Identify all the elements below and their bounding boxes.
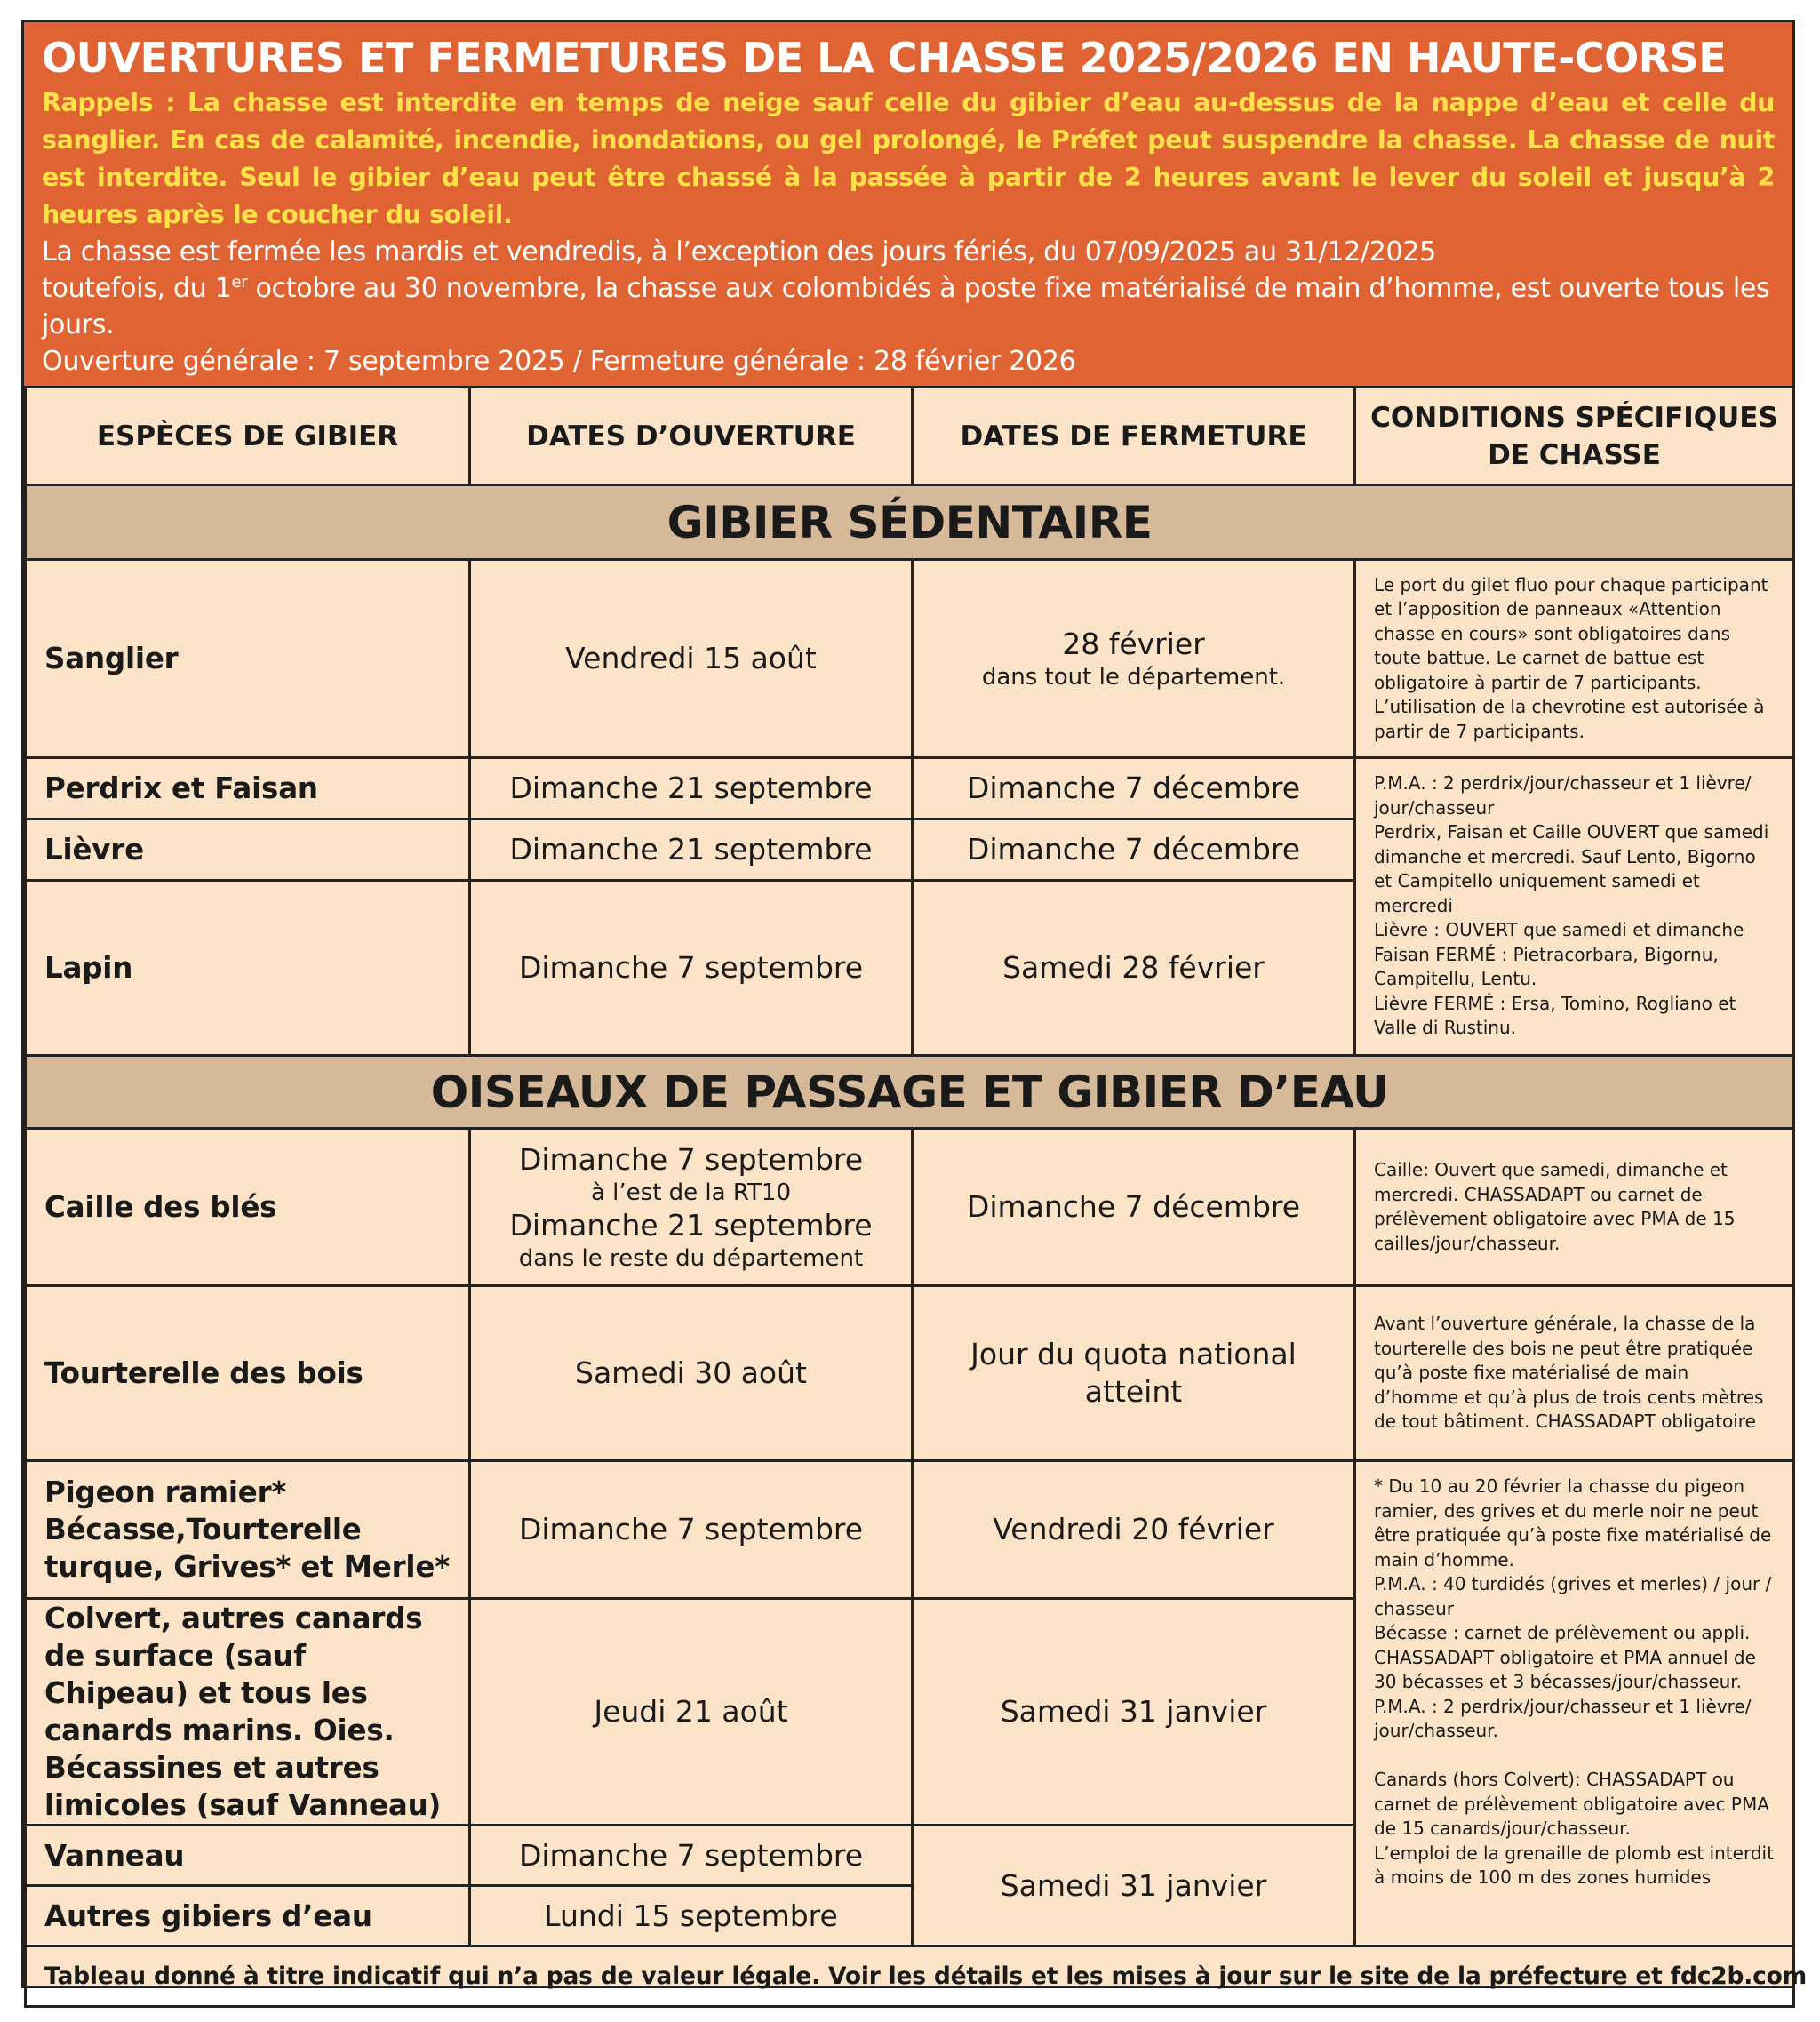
hunting-dates-table (24, 386, 1808, 2008)
footer-row (26, 1946, 1794, 2007)
closing-date-note: dans tout le département. (981, 664, 1286, 691)
opening-date: Dimanche 21 septembre (470, 819, 913, 881)
conditions-text: * Du 10 au 20 février la chasse du pigeon ramier, des grives et du merle noir ne peut être pratiquée qu’à poste fixe matérialisé de main d’homme. P.M.A. : 40 turdidés (grives et merles) / jour / chasseur Bécasse : carnet de prélèvement ou appli. CHASSADAPT obligatoire et PMA annuel de 30 bécasses et 3 bécasses/jour/chasseur. P.M.A. : 2 perdrix/jour/chasseur et 1 lièvre/ jour/chasseur. Canards (hors Colvert): CHASSADAPT ou carnet de prélèvement obligatoire avec PMA de 15 canards/jour/chasseur. L’emploi de la grenaille de plomb est interdit à moins de 100 m des zones humides (1355, 1461, 1794, 1946)
opening-date (470, 1129, 913, 1286)
opening-date: Jeudi 21 août (470, 1599, 913, 1826)
closing-date: Dimanche 7 décembre (913, 819, 1355, 881)
opening-date-rest: Dimanche 21 septembre (509, 1208, 873, 1243)
opening-date-east: Dimanche 7 septembre (518, 1142, 864, 1177)
opening-date-east-note: à l’est de la RT10 (590, 1179, 791, 1206)
closing-date-main: 28 février (1062, 627, 1205, 661)
opening-date: Dimanche 21 septembre (470, 758, 913, 819)
table-row-sanglier (26, 560, 1794, 758)
closing-date: Samedi 31 janvier (913, 1599, 1355, 1826)
table-row-perdrix (26, 758, 1794, 819)
closing-date: Samedi 31 janvier (913, 1826, 1355, 1946)
species-name: Caille des blés (26, 1129, 470, 1286)
closing-date: Dimanche 7 décembre (913, 1129, 1355, 1286)
species-name: Vanneau (26, 1826, 470, 1886)
section-row-sedentaire (26, 485, 1794, 560)
hunting-calendar-poster (21, 20, 1808, 1990)
closed-days-line1: La chasse est fermée les mardis et vendredis, à l’exception des jours fériés, du 07/09/2025 au 31/12/2025 (42, 236, 1436, 268)
species-name: Colvert, autres canards de surface (sauf Chipeau) et tous les canards marins. Oies. Bécassines et autres limicoles (sauf Vanneau) (26, 1599, 470, 1826)
table-row-tourterelle (26, 1286, 1794, 1461)
species-name: Lapin (26, 881, 470, 1056)
ordinal-suffix: er (231, 273, 248, 292)
species-name: Tourterelle des bois (26, 1286, 470, 1461)
general-dates-text: Ouverture générale : 7 septembre 2025 / Fermeture générale : 28 février 2026 (42, 346, 1076, 377)
closing-date: Samedi 28 février (913, 881, 1355, 1056)
section-row-oiseaux (26, 1056, 1794, 1129)
opening-date-rest-note: dans le reste du département (518, 1245, 864, 1272)
opening-date: Dimanche 7 septembre (470, 881, 913, 1056)
section-title-sedentaire: GIBIER SÉDENTAIRE (26, 485, 1794, 560)
closing-date: Vendredi 20 février (913, 1461, 1355, 1599)
species-name: Autres gibiers d’eau (26, 1886, 470, 1946)
conditions-text: Avant l’ouverture générale, la chasse de la tourterelle des bois ne peut être pratiquée qu’à poste fixe matérialisé de main d’homme et qu’à plus de trois cents mètres de tout bâtiment. CHASSADAPT obligatoire (1355, 1286, 1794, 1461)
species-name: Perdrix et Faisan (26, 758, 470, 819)
opening-date: Samedi 30 août (470, 1286, 913, 1461)
closed-days-line2-pre: toutefois, du 1 (42, 273, 232, 304)
conditions-text: Caille: Ouvert que samedi, dimanche et mercredi. CHASSADAPT ou carnet de prélèvement obligatoire avec PMA de 15 cailles/jour/chasseur. (1355, 1129, 1794, 1286)
disclaimer-text: Tableau donné à titre indicatif qui n’a pas de valeur légale. Voir les détails et les mises à jour sur le site de la préfecture et fdc2b.com (26, 1946, 1794, 2007)
page-title: OUVERTURES ET FERMETURES DE LA CHASSE 2025/2026 EN HAUTE-CORSE (42, 34, 1727, 82)
table-row-pigeon (26, 1461, 1794, 1599)
species-name: Pigeon ramier* Bécasse,Tourterelle turque, Grives* et Merle* (26, 1461, 470, 1599)
opening-date: Lundi 15 septembre (470, 1886, 913, 1946)
species-name: Sanglier (26, 560, 470, 758)
column-header-opening: DATES D’OUVERTURE (470, 388, 913, 485)
closing-date (913, 560, 1355, 758)
column-header-species: ESPÈCES DE GIBIER (26, 388, 470, 485)
closed-days-text (42, 234, 1775, 343)
header-banner (24, 22, 1792, 388)
conditions-text: Le port du gilet fluo pour chaque participant et l’apposition de panneaux «Attention chasse en cours» sont obligatoires dans toute battue. Le carnet de battue est obligatoire à partir de 7 participants. L’utilisation de la chevrotine est autorisée à partir de 7 participants. (1355, 560, 1794, 758)
column-header-conditions: CONDITIONS SPÉCIFIQUES DE CHASSE (1355, 388, 1794, 485)
opening-date: Vendredi 15 août (470, 560, 913, 758)
section-title-oiseaux: OISEAUX DE PASSAGE ET GIBIER D’EAU (26, 1056, 1794, 1129)
table-row-caille (26, 1129, 1794, 1286)
closed-days-line2-post: octobre au 30 novembre, la chasse aux colombidés à poste fixe matérialisé de main d’homme, est ouverte tous les jours. (42, 273, 1770, 340)
closing-date: Jour du quota national atteint (913, 1286, 1355, 1461)
opening-date: Dimanche 7 septembre (470, 1461, 913, 1599)
closing-date: Dimanche 7 décembre (913, 758, 1355, 819)
reminders-text: Rappels : La chasse est interdite en temps de neige sauf celle du gibier d’eau au-dessus de la nappe d’eau et celle du sanglier. En cas de calamité, incendie, inondations, ou gel prolongé, le Préfet peut suspendre la chasse. La chasse de nuit est interdite. Seul le gibier d’eau peut être chassé à la passée à partir de 2 heures avant le lever du soleil et jusqu’à 2 heures après le coucher du soleil. (42, 88, 1775, 229)
conditions-text: P.M.A. : 2 perdrix/jour/chasseur et 1 lièvre/ jour/chasseur Perdrix, Faisan et Caille OUVERT que samedi dimanche et mercredi. Sauf Lento, Bigorno et Campitello uniquement samedi et mercredi Lièvre : OUVERT que samedi et dimanche Faisan FERMÉ : Pietracorbara, Bigornu, Campitellu, Lentu. Lièvre FERMÉ : Ersa, Tomino, Rogliano et Valle di Rustinu. (1355, 758, 1794, 1056)
column-header-row (26, 388, 1794, 485)
opening-date: Dimanche 7 septembre (470, 1826, 913, 1886)
column-header-closing: DATES DE FERMETURE (913, 388, 1355, 485)
species-name: Lièvre (26, 819, 470, 881)
